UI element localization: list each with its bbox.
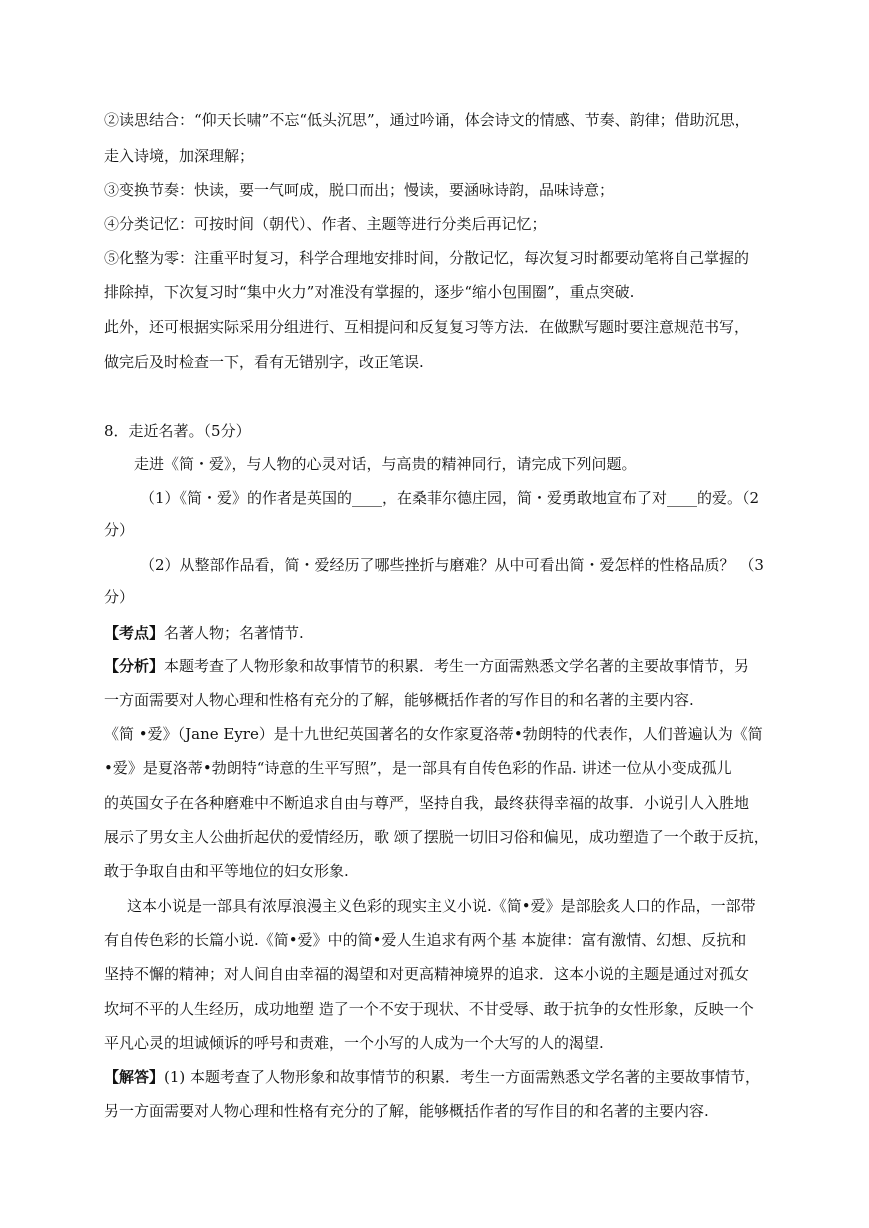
para1-line-2: •爱》是夏洛蒂•勃朗特“诗意的生平写照”，是一部具有自传色彩的作品. 讲述一位从小变成孤儿 [104, 759, 732, 777]
fenxi-label: 【分析】 [104, 657, 165, 675]
fenxi-text-1: 本题考查了人物形象和故事情节的积累．考生一方面需熟悉文学名著的主要故事情节，另 [164, 657, 750, 675]
para2-line-1: 这本小说是一部具有浓厚浪漫主义色彩的现实主义小说.《简•爱》是部脍炙人口的作品，一部带 [127, 897, 756, 915]
tip-line-1: ②读思结合：“仰天长啸”不忘“低头沉思”，通过吟诵，体会诗文的情感、节奏、韵律；借助沉思， [104, 111, 750, 129]
tip-line-3: ③变换节奏：快读，要一气呵成，脱口而出；慢读，要涵咏诗韵，品味诗意； [104, 181, 615, 199]
jieda-label: 【解答】 [104, 1068, 165, 1086]
jieda-line-2: 另一方面需要对人物心理和性格有充分的了解，能够概括作者的写作目的和名著的主要内容. [104, 1102, 709, 1120]
tip-line-4: ④分类记忆：可按时间（朝代）、作者、主题等进行分类后再记忆； [104, 215, 547, 233]
kaodian-text: 名著人物；名著情节. [164, 624, 304, 642]
question-1-line-1: （1）《简・爱》的作者是英国的____，在桑菲尔德庄园，简・爱勇敢地宣布了对____的爱。（2 [140, 489, 760, 507]
question-1-line-2: 分） [104, 521, 135, 539]
para1-line-4: 展示了男女主人公曲折起伏的爱情经历，歌 颂了摆脱一切旧习俗和偏见，成功塑造了一个敢于反抗， [104, 828, 769, 846]
para2-line-4: 坎坷不平的人生经历，成功地塑 造了一个不安于现状、不甘受辱、敢于抗争的女性形象，反映一个 [104, 1000, 754, 1018]
para2-line-2: 有自传色彩的长篇小说.《简•爱》中的简•爱人生追求有两个基 本旋律：富有激情、幻想、反抗和 [104, 931, 747, 949]
question-intro: 走进《简・爱》，与人物的心灵对话，与高贵的精神同行，请完成下列问题。 [134, 455, 637, 473]
para1-line-3: 的英国女子在各种磨难中不断追求自由与尊严，坚持自我，最终获得幸福的故事．小说引人入胜地 [104, 794, 750, 812]
tip-line-8: 做完后及时检查一下，看有无错别字，改正笔误. [104, 353, 424, 371]
para2-line-3: 坚持不懈的精神；对人间自由幸福的渴望和对更高精神境界的追求．这本小说的主题是通过对孤女 [104, 965, 750, 983]
fenxi-line-1 [104, 656, 774, 676]
tip-line-2: 走入诗境，加深理解； [104, 147, 255, 165]
kaodian-line [104, 623, 774, 643]
jieda-line-1 [104, 1067, 774, 1087]
kaodian-label: 【考点】 [104, 624, 165, 642]
fenxi-line-2: 一方面需要对人物心理和性格有充分的了解，能够概括作者的写作目的和名著的主要内容. [104, 691, 694, 709]
tip-line-6: 排除掉，下次复习时“集中火力”对准没有掌握的，逐步“缩小包围圈”，重点突破. [104, 283, 635, 301]
para1-line-5: 敢于争取自由和平等地位的妇女形象. [104, 862, 349, 880]
tip-line-7: 此外，还可根据实际采用分组进行、互相提问和反复复习等方法．在做默写题时要注意规范书写， [104, 318, 750, 336]
para1-line-1: 《简 •爱》（Jane Eyre）是十九世纪英国著名的女作家夏洛蒂•勃朗特的代表作，人们普遍认为《简 [104, 725, 763, 743]
jieda-text-1: (1) 本题考查了人物形象和故事情节的积累．考生一方面需熟悉文学名著的主要故事情节， [164, 1068, 761, 1086]
tip-line-5: ⑤化整为零：注重平时复习，科学合理地安排时间，分散记忆，每次复习时都要动笔将自己掌握的 [104, 249, 750, 267]
question-title: 8．走近名著。（5分） [104, 422, 251, 440]
question-2-line-2: 分） [104, 588, 135, 606]
question-2-line-1: （2）从整部作品看，简・爱经历了哪些挫折与磨难？从中可看出简・爱怎样的性格品质？ （3 [140, 556, 764, 574]
para2-line-5: 平凡心灵的坦诚倾诉的呼号和责难，一个小写的人成为一个大写的人的渴望. [104, 1034, 604, 1052]
